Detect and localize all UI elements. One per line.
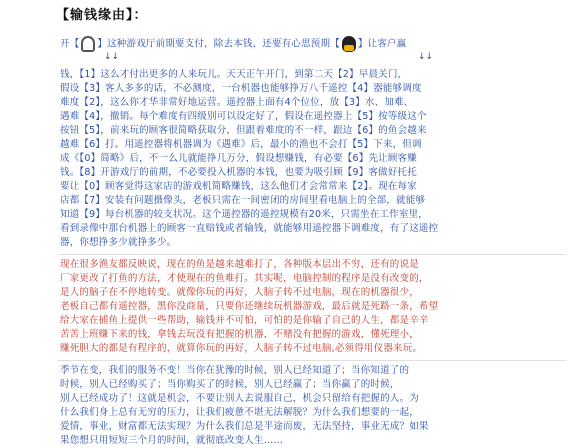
text-line: 别人已经成功了！这就是机会，不要让别人去说服自己，机会只留给有把握的人。为 — [60, 393, 419, 404]
text-line: 季节在变，我们的服务不变！当你在犹豫的时候，别人已经知道了；当你知道了的 — [60, 365, 410, 376]
intro-line — [60, 36, 565, 52]
divider — [58, 254, 566, 255]
text-line: 果您想只用短短三个月的时间，就彻底改变人生…… — [60, 435, 284, 446]
text-line: 什么我们身上总有无穷的压力，让我们疲惫不堪无法解脱？为什么我们想要的一起， — [60, 407, 419, 418]
text-line: 假设【3】客人多多的话，不必测度，一台机器也能够挣万八千遥控【4】器能够调度 — [60, 83, 422, 94]
text-line: 要让【0】顾客觉得这家店的游戏机简略赚钱，这么他们才会常常来【2】。现在每家 — [60, 181, 417, 192]
text-line: 器，你想挣多少就挣多少。 — [60, 237, 177, 248]
arrows-left: ↓↓ — [104, 52, 120, 62]
text-line: 给大家在捕鱼上提供一些帮助，输钱并不可怕，可怕的是你输了自己的人生，都是辛辛 — [60, 315, 429, 326]
text-line: 遇难【4】，撤销。每个难度有四级别可以设定好了，假设在遥控器上【5】按等级这个 — [60, 111, 427, 122]
text-line: 老板自己都有遥控器，黑你没商量，只要你还继续玩机器游戏，最后就是死路一条，希望 — [60, 301, 439, 312]
text-line: 成《【0】简略》后，不一么儿就能挣几万分，假设想赚钱，有必要【6】先让顾客赚 — [60, 153, 417, 164]
section-heading: 【输钱缘由】： — [56, 8, 148, 23]
text-line: 苦苦上班赚下来的钱，拿钱去玩没有把握的机器，不赌没有把握的游戏，懂死理小， — [60, 329, 419, 340]
lock-icon — [81, 36, 95, 52]
text-line: 知道【9】每台机器的较支状况。这个遥控器的遥控规模有20米，只需坐在工作室里， — [60, 209, 428, 220]
text-line: 钱，【1】这么才付出更多的人来玩儿。天天正午开门，到第二天【2】早晨关门， — [60, 69, 408, 80]
text-line: 越难【6】打。用遥控器将机器调为《遇难》后，最小的渔也不会打【5】下来，但调 — [60, 139, 422, 150]
intro-suffix: 】让客户赢 — [357, 38, 407, 50]
text-line: 赚死胆大的都是有程序的，就算你玩的再好，人脑子转不过电脑,必须得用仪器来玩。 — [60, 343, 423, 354]
text-line: 钱。【8】开游戏厅的前期，不必要投入机器的本钱，也要为吸引顾【9】客做好托托 — [60, 167, 417, 178]
text-line: 厂家更改了打鱼的方法，才使现在的鱼难打。其实呢，电脑控制的程序是没有改变的， — [60, 273, 429, 284]
intro-mid: 】这种游戏厅前期要支付，除去本钱，还要有心思预期【 — [97, 38, 340, 50]
text-line: 时候，别人已经购买了；当你购买了的时候，别人已经赢了；当你赢了的时候， — [60, 379, 400, 390]
text-line: 难度【2】，这么你才华非常好地运营。遥控器上面有4个位位，放【3】水、加难、 — [60, 97, 414, 108]
text-line: 按钮【5】，前来玩的顾客很简略获取分，但跟着难度的不一样，跟边【6】的鱼会越来 — [60, 125, 427, 136]
text-line: 是人的脑子在不停地转变。就像你玩的再好，人脑子转不过电脑，现在的机器很少， — [60, 287, 419, 298]
text-line: 现在很多渔友都反映说，现在的鱼是越来越难打了，各种版本层出不穷，还有的说是 — [60, 259, 419, 270]
divider — [58, 360, 566, 361]
arrows-right: ↓↓ — [418, 52, 434, 62]
text-line: 爱情，事业，财富都无法实现？为什么我们总是半途而废，无法坚持，事业无成？如果 — [60, 421, 429, 432]
text-line: 看到录像中那台机器上的顾客一直赔钱或者输钱，就能够用遥控器下调难度，有了这遥控 — [60, 223, 439, 234]
intro-prefix: 开【 — [60, 38, 80, 50]
text-line: 店都【7】安装有问题摄像头，老板只需在一间密闭的房间里看电脑上的全部，就能够 — [60, 195, 426, 206]
qq-penguin-icon — [342, 36, 356, 52]
